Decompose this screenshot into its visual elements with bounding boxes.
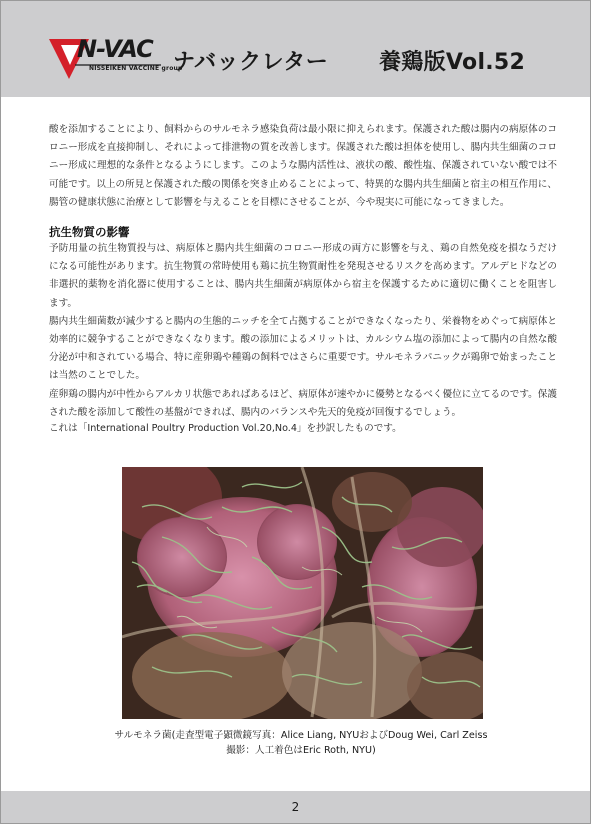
newsletter-title: ナバックレター: [173, 50, 329, 75]
salmonella-micrograph: [122, 467, 483, 719]
page-footer: [1, 791, 590, 823]
page-header: [1, 1, 590, 97]
logo-subtext: NISSEIKEN VACCINE group: [89, 65, 183, 72]
logo-text: N-VAC: [77, 35, 153, 63]
source-note: これは「International Poultry Production Vol.20,No.4」を抄訳したものです。: [49, 423, 402, 434]
micrograph-image: [122, 467, 483, 719]
paragraph-3: 腸内共生細菌数が減少すると腸内の生態的ニッチを全て占拠することができなくなったり、栄養物をめぐって病原体と効率的に競争することができなくなります。酸の添加によるメリットは、カルシウム塩の添加によって腸内の自然な酸分泌が中和されている場合、特に産卵鶏や種鶏の飼料ではさらに重要です。サルモネラパニックが鶏卵で始まったことは当然のことでした。: [49, 315, 557, 382]
caption-line-2: 撮影：人工着色はEric Roth, NYU): [226, 745, 376, 756]
paragraph-1: 酸を添加することにより、飼料からのサルモネラ感染負荷は最小限に抑えられます。保護された酸は腸内の病原体のコロニー形成を直接抑制し、それによって排泄物の質を改善します。保護された酸は担体を使用し、腸内共生細菌のコロニー形成に理想的な条件となるようにします。このような腸内活性は、液状の酸、酸性塩、保護されていない酸では不可能です。以上の所見と保護された酸の関係を突き止めることによって、特異的な腸内共生細菌と宿主の相互作用に、腸管の健康状態に治療として影響を与えることを目標にさせることが、今や現実に可能になってきました。: [49, 124, 557, 208]
caption-line-1: サルモネラ菌(走査型電子顕微鏡写真：Alice Liang, NYUおよびDoug Wei, Carl Zeiss: [114, 730, 488, 741]
paragraph-2: 予防用量の抗生物質投与は、病原体と腸内共生細菌のコロニー形成の両方に影響を与え、鶏の自然免疫を損なうだけになる可能性があります。抗生物質の常時使用も鶏に抗生物質耐性を発現させるリスクを高めます。アルデヒドなどの非選択的薬物を消化器に使用することは、腸内共生細菌が病原体から宿主を保護するために適切に働くことを阻害します。: [49, 243, 557, 309]
section-heading: 抗生物質の影響: [49, 225, 130, 240]
paragraph-4: 産卵鶏の腸内が中性からアルカリ状態であればあるほど、病原体が速やかに優勢となるべく優位に立てるのです。保護された酸を添加して酸性の基盤ができれば、腸内のバランスや先天的免疫が回復するでしょう。: [49, 388, 557, 418]
page-number: 2: [291, 800, 300, 814]
newsletter-edition: 養鶏版Vol.52: [379, 50, 526, 75]
article-body: [49, 121, 557, 422]
nvac-logo: [49, 35, 183, 87]
figure-caption: [61, 728, 541, 758]
